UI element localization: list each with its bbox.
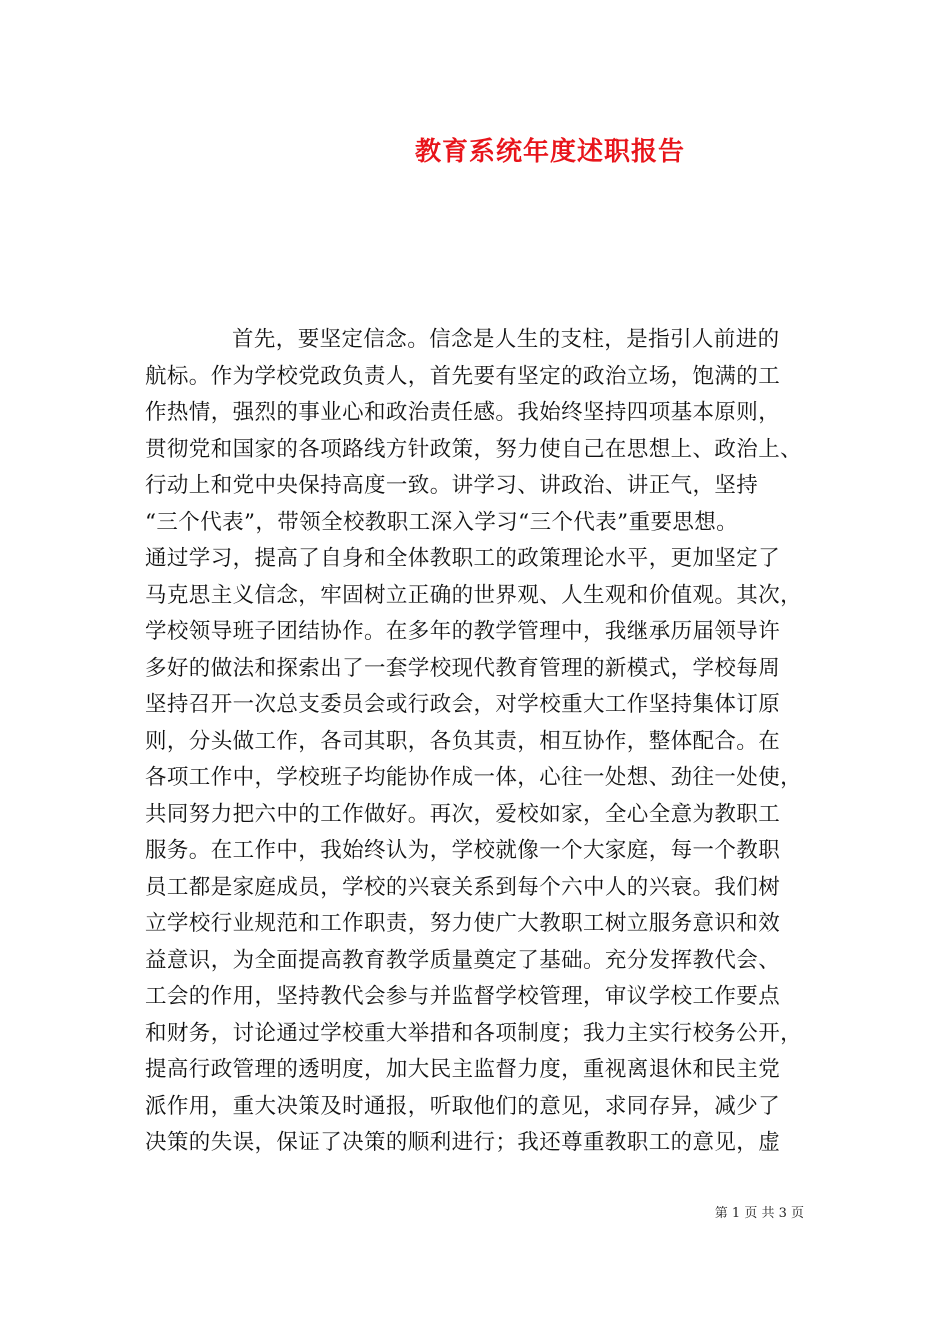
body-line: 则，分头做工作，各司其职，各负其责，相互协作，整体配合。在 bbox=[145, 728, 781, 754]
body-line: 立学校行业规范和工作职责，努力使广大教职工树立服务意识和效 bbox=[145, 911, 781, 936]
body-line: 通过学习，提高了自身和全体教职工的政策理论水平，更加坚定了 bbox=[145, 546, 781, 571]
body-line: 派作用，重大决策及时通报，听取他们的意见，求同存异，减少了 bbox=[145, 1093, 781, 1119]
body-line: 提高行政管理的透明度，加大民主监督力度，重视离退休和民主党 bbox=[145, 1057, 781, 1082]
body-line: 学校领导班子团结协作。在多年的教学管理中，我继承历届领导许 bbox=[145, 619, 781, 644]
body-line: 服务。在工作中，我始终认为，学校就像一个大家庭，每一个教职 bbox=[145, 838, 781, 863]
body-line: 坚持召开一次总支委员会或行政会，对学校重大工作坚持集体订原 bbox=[145, 692, 781, 717]
body-line: 决策的失误，保证了决策的顺利进行；我还尊重教职工的意见，虚 bbox=[145, 1130, 781, 1155]
body-line: 共同努力把六中的工作做好。再次，爱校如家，全心全意为教职工 bbox=[145, 801, 781, 827]
page-footer: 第 1 页 共 3 页 bbox=[714, 1206, 804, 1221]
body-line: 马克思主义信念，牢固树立正确的世界观、人生观和价值观。其次， bbox=[145, 582, 803, 608]
body-line: 工会的作用，坚持教代会参与并监督学校管理，审议学校工作要点 bbox=[145, 984, 781, 1009]
body-line: 员工都是家庭成员，学校的兴衰关系到每个六中人的兴衰。我们树 bbox=[145, 874, 781, 900]
document-title: 教育系统年度述职报告 bbox=[414, 137, 685, 167]
body-paragraph bbox=[145, 322, 807, 1162]
body-line: 首先，要坚定信念。信念是人生的支柱，是指引人前进的 bbox=[232, 327, 780, 352]
body-line: 行动上和党中央保持高度一致。讲学习、讲政治、讲正气，坚持 bbox=[145, 473, 759, 498]
body-line: “三个代表”，带领全校教职工深入学习“三个代表”重要思想。 bbox=[145, 509, 739, 535]
body-line: 航标。作为学校党政负责人，首先要有坚定的政治立场，饱满的工 bbox=[145, 363, 781, 389]
body-line: 益意识，为全面提高教育教学质量奠定了基础。充分发挥教代会、 bbox=[145, 947, 781, 973]
body-line: 和财务，讨论通过学校重大举措和各项制度；我力主实行校务公开， bbox=[145, 1020, 803, 1046]
body-line: 各项工作中，学校班子均能协作成一体，心往一处想、劲往一处使， bbox=[145, 765, 803, 790]
body-line: 贯彻党和国家的各项路线方针政策，努力使自己在思想上、政治上、 bbox=[145, 436, 803, 462]
body-line: 多好的做法和探索出了一套学校现代教育管理的新模式，学校每周 bbox=[145, 655, 781, 681]
body-line: 作热情，强烈的事业心和政治责任感。我始终坚持四项基本原则， bbox=[145, 400, 781, 425]
